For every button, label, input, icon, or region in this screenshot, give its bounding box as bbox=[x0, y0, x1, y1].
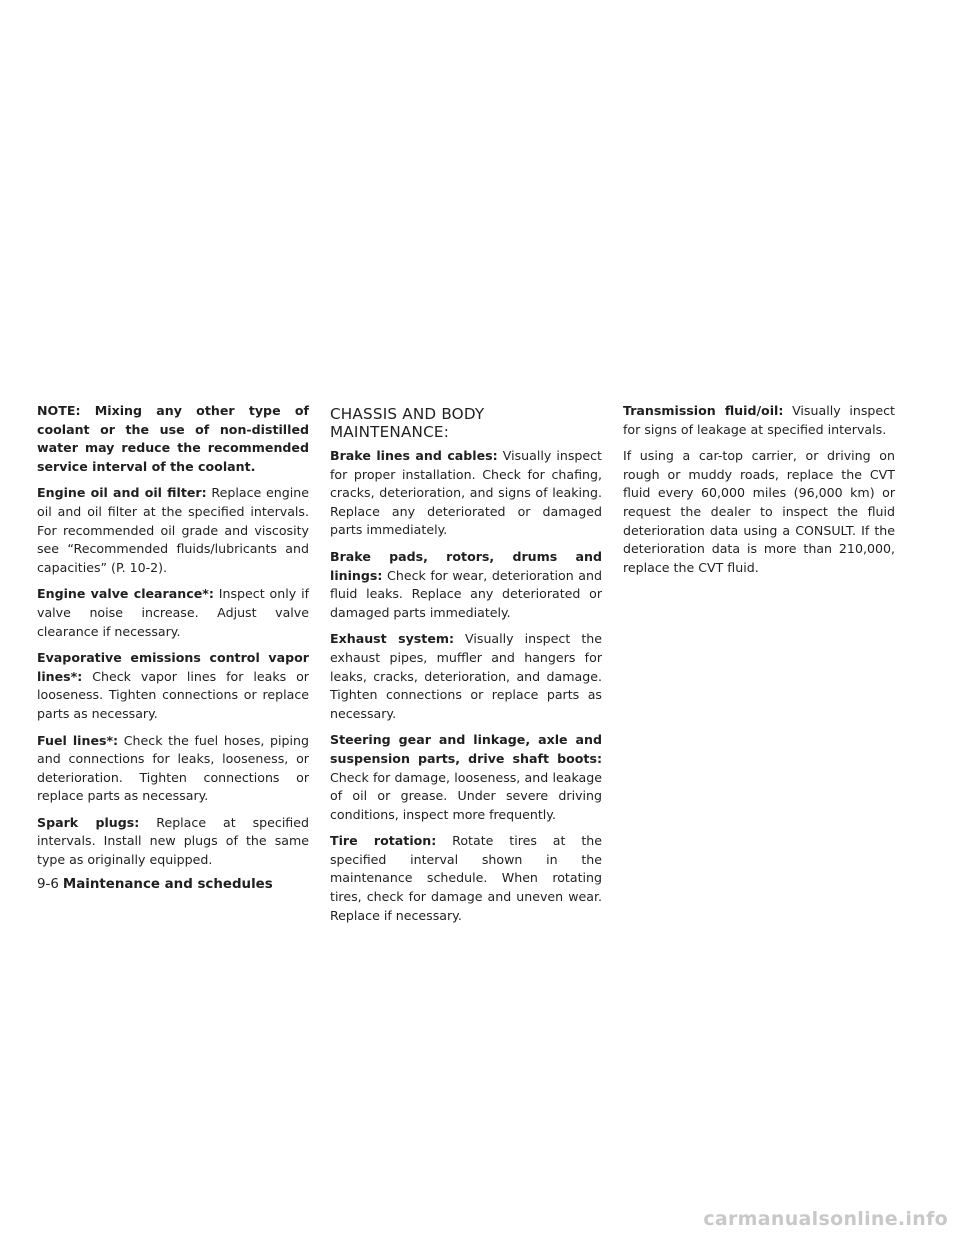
section-heading-chassis-body bbox=[330, 405, 602, 441]
item-text: Replace engine oil and oil filter at the specified intervals. For recommended oil grade and viscosity see “Recommended fluids/lubricants and capacities” (P. 10-2). bbox=[37, 485, 309, 575]
item-term: Tire rotation: bbox=[330, 833, 437, 849]
item-text: Rotate tires at the specified interval shown in the maintenance schedule. When rotating tires, check for damage and uneven wear. Replace if necessary. bbox=[330, 833, 602, 923]
item-text: Check the fuel hoses, piping and connections for leaks, looseness, or deterioration. Tighten connections or replace parts as necessary. bbox=[37, 732, 309, 804]
column-transmission bbox=[623, 402, 895, 585]
item-transmission-fluid bbox=[623, 402, 895, 439]
item-term: Brake pads, rotors, drums and linings: bbox=[330, 548, 602, 583]
item-engine-oil bbox=[37, 484, 309, 577]
item-term: Transmission fluid/oil: bbox=[623, 403, 784, 418]
item-text: Visually inspect for proper installation. Check for chafing, cracks, deterioration, and signs of leaking. Replace any deteriorated or damaged parts immediately. bbox=[330, 448, 602, 538]
heading-line-2: MAINTENANCE: bbox=[330, 423, 450, 441]
item-text: Visually inspect for signs of leakage at specified intervals. bbox=[623, 403, 895, 437]
item-text: Check for damage, looseness, and leakage of oil or grease. Under severe driving conditions, inspect more frequently. bbox=[330, 769, 602, 822]
coolant-note: NOTE: Mixing any other type of coolant or the use of non-distilled water may reduce the recommended service interval of the coolant. bbox=[37, 403, 309, 474]
item-text: Replace at specified intervals. Install new plugs of the same type as originally equipped. bbox=[37, 814, 309, 868]
item-term: Exhaust system: bbox=[330, 631, 455, 647]
item-term: Engine valve clearance*: bbox=[37, 586, 214, 602]
item-brake-pads bbox=[330, 548, 602, 622]
column-chassis-body-maintenance bbox=[330, 402, 602, 933]
item-text: Visually inspect the exhaust pipes, muffler and hangers for leaks, cracks, deterioration, and damage. Tighten connections or replace parts as necessary. bbox=[330, 631, 602, 721]
item-text: Check for wear, deterioration and fluid leaks. Replace any deteriorated or damaged parts immediately. bbox=[330, 567, 602, 620]
cvt-fluid-paragraph: If using a car-top carrier, or driving on rough or muddy roads, replace the CVT fluid every 60,000 miles (96,000 km) or request the dealer to inspect the fluid deterioration data using a CONSULT. If the deterioration data is more than 210,000, replace the CVT fluid. bbox=[623, 448, 895, 575]
item-exhaust-system bbox=[330, 630, 602, 723]
item-term: Fuel lines*: bbox=[37, 732, 119, 748]
item-term: Engine oil and oil filter: bbox=[37, 485, 207, 501]
item-brake-lines bbox=[330, 447, 602, 540]
chapter-title: Maintenance and schedules bbox=[62, 877, 273, 892]
item-steering-suspension bbox=[330, 731, 602, 824]
heading-line-1: CHASSIS AND BODY bbox=[330, 405, 485, 423]
item-valve-clearance bbox=[37, 585, 309, 641]
item-term: Brake lines and cables: bbox=[330, 448, 498, 463]
item-text: Check vapor lines for leaks or looseness. Tighten connections or replace parts as necessary. bbox=[37, 668, 309, 721]
item-term: Evaporative emissions control vapor lines*: bbox=[37, 650, 309, 684]
item-evap-vapor-lines bbox=[37, 649, 309, 723]
item-text: Inspect only if valve noise increase. Adjust valve clearance if necessary. bbox=[37, 586, 309, 639]
column-engine-maintenance bbox=[37, 402, 309, 878]
item-tire-rotation bbox=[330, 832, 602, 925]
item-fuel-lines bbox=[37, 732, 309, 806]
page-footer bbox=[37, 876, 273, 894]
item-spark-plugs bbox=[37, 814, 309, 870]
page-number: 9-6 bbox=[37, 877, 59, 892]
item-term: Steering gear and linkage, axle and suspension parts, drive shaft boots: bbox=[330, 732, 602, 766]
item-term: Spark plugs: bbox=[37, 814, 140, 830]
watermark: carmanualsonline.info bbox=[703, 1208, 948, 1230]
